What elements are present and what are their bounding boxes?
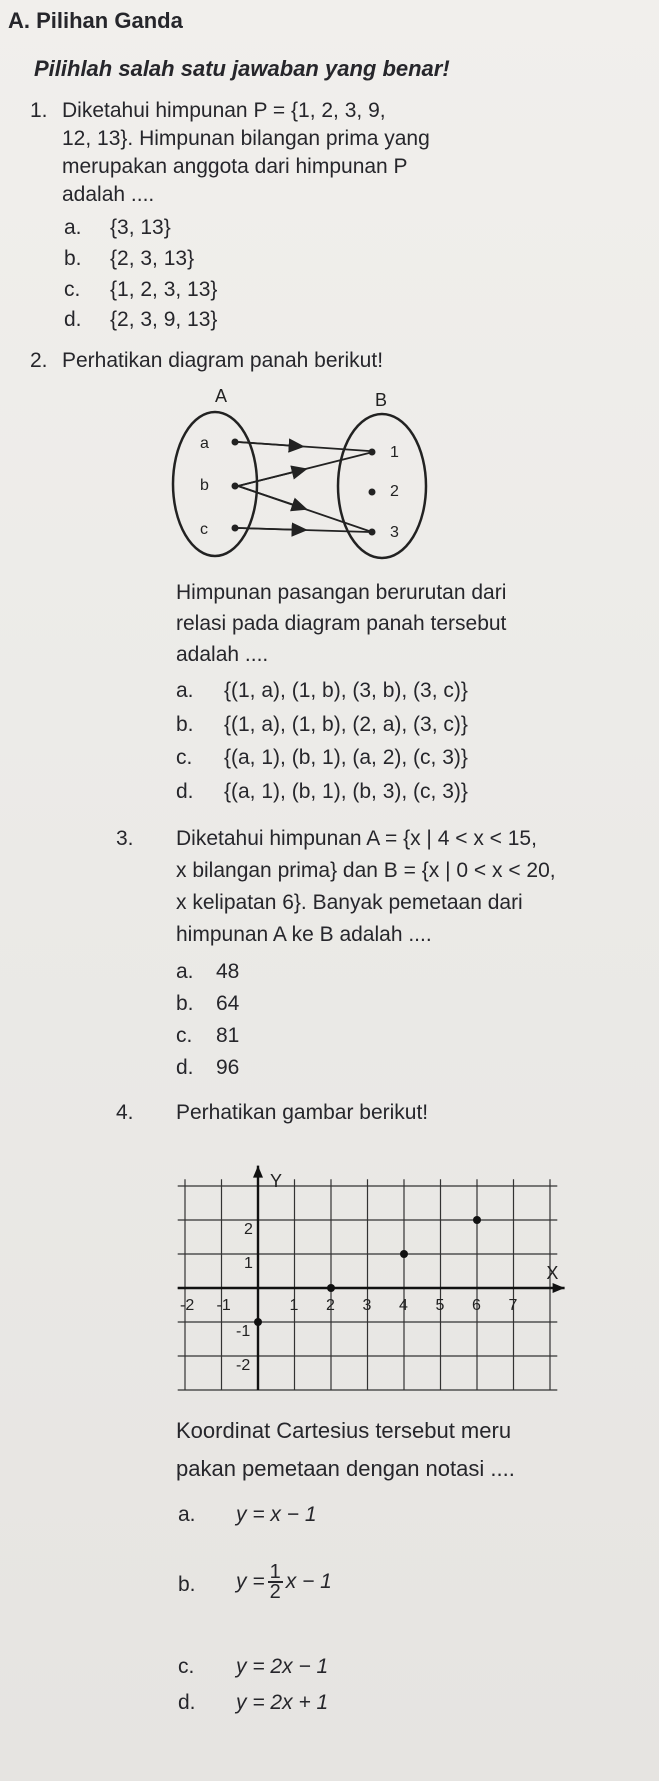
option-d[interactable]: {(a, 1), (b, 1), (b, 3), (c, 3)} (224, 780, 468, 803)
option-b-pre: y = (236, 1570, 265, 1593)
section-title: A. Pilihan Ganda (8, 8, 183, 33)
question-number: 2. (30, 349, 48, 372)
option-letter: c. (176, 1024, 193, 1047)
point-3 (369, 529, 376, 536)
cartesian-graph (176, 1142, 576, 1396)
y-tick-label: 1 (244, 1255, 253, 1272)
question-stem: Perhatikan gambar berikut! (176, 1101, 429, 1124)
option-d[interactable]: 96 (216, 1056, 240, 1079)
graph-point (327, 1284, 335, 1292)
option-c[interactable]: {1, 2, 3, 13} (110, 278, 218, 301)
option-letter: a. (64, 216, 82, 239)
point-1 (369, 449, 376, 456)
option-a[interactable]: 48 (216, 960, 240, 983)
set-a-element: a (200, 435, 209, 452)
arrow-diagram (170, 382, 440, 562)
question-text-line: Diketahui himpunan P = {1, 2, 3, 9, (62, 99, 386, 122)
y-tick-label: -1 (236, 1323, 251, 1340)
option-d[interactable]: {2, 3, 9, 13} (110, 308, 218, 331)
option-letter: c. (64, 278, 81, 301)
set-b-oval (338, 414, 426, 558)
option-b-post: x − 1 (285, 1570, 332, 1593)
question-number: 1. (30, 99, 48, 122)
x-tick-label: -1 (216, 1297, 231, 1314)
question-text-line: Himpunan pasangan berurutan dari (176, 581, 507, 604)
question-text-line: relasi pada diagram panah tersebut (176, 612, 507, 635)
option-b[interactable]: {2, 3, 13} (110, 247, 195, 270)
x-tick-label: 6 (472, 1297, 481, 1314)
y-axis-arrow (253, 1166, 263, 1178)
option-d[interactable]: y = 2x + 1 (236, 1691, 329, 1714)
arrow-a-1-head (238, 442, 303, 447)
x-tick-label: 5 (435, 1297, 445, 1314)
option-b[interactable]: {(1, a), (1, b), (2, a), (3, c)} (224, 713, 468, 736)
point-a (232, 439, 239, 446)
option-b[interactable] (236, 1552, 332, 1612)
arrow-b-3-head (238, 486, 306, 509)
option-letter: a. (176, 960, 194, 983)
question-text-line: x bilangan prima} dan B = {x | 0 < x < 20, (176, 859, 556, 882)
x-tick-label: 2 (326, 1297, 335, 1314)
option-letter: d. (176, 780, 194, 803)
fraction-denominator: 2 (269, 1581, 281, 1604)
graph-point (473, 1216, 481, 1224)
question-text-line: Koordinat Cartesius tersebut meru (176, 1418, 512, 1443)
graph-point (254, 1318, 262, 1326)
option-a[interactable]: {3, 13} (110, 216, 171, 239)
option-letter: b. (64, 247, 82, 270)
option-c[interactable]: 81 (216, 1024, 240, 1047)
option-letter: c. (178, 1655, 195, 1678)
option-a[interactable]: y = x − 1 (236, 1503, 317, 1526)
set-a-element: b (200, 477, 209, 494)
x-axis-arrow (553, 1283, 565, 1293)
question-stem: Perhatikan diagram panah berikut! (62, 349, 384, 372)
x-tick-label: -2 (180, 1297, 195, 1314)
x-tick-label: 3 (362, 1297, 372, 1314)
question-text-line: adalah .... (62, 183, 155, 206)
x-axis-label: X (546, 1263, 559, 1283)
set-b-label: B (375, 390, 388, 410)
set-b-element: 3 (390, 524, 399, 541)
question-text-line: himpunan A ke B adalah .... (176, 923, 432, 946)
x-tick-label: 1 (289, 1297, 299, 1314)
fraction-numerator: 1 (269, 1561, 281, 1584)
point-2 (369, 489, 376, 496)
question-text-line: 12, 13}. Himpunan bilangan prima yang (62, 127, 430, 150)
option-letter: b. (176, 713, 194, 736)
graph-point (400, 1250, 408, 1258)
option-letter: c. (176, 746, 193, 769)
question-number: 4. (116, 1101, 134, 1124)
question-text-line: merupakan anggota dari himpunan P (62, 155, 408, 178)
option-a[interactable]: {(1, a), (1, b), (3, b), (3, c)} (224, 679, 468, 702)
option-c[interactable]: {(a, 1), (b, 1), (a, 2), (c, 3)} (224, 746, 468, 769)
option-letter: d. (178, 1691, 196, 1714)
x-tick-label: 4 (399, 1297, 408, 1314)
question-number: 3. (116, 827, 134, 850)
set-b-element: 1 (390, 444, 399, 461)
set-a-label: A (215, 386, 228, 406)
arrow-b-1-head (238, 469, 306, 486)
question-text-line: pakan pemetaan dengan notasi .... (176, 1456, 515, 1481)
point-b (232, 483, 239, 490)
question-text-line: x kelipatan 6}. Banyak pemetaan dari (176, 891, 523, 914)
point-c (232, 525, 239, 532)
question-text-line: adalah .... (176, 643, 269, 666)
x-tick-label: 7 (508, 1297, 518, 1314)
option-letter: d. (176, 1056, 194, 1079)
option-letter: b. (178, 1573, 196, 1596)
set-b-element: 2 (390, 483, 399, 500)
option-letter: a. (176, 679, 194, 702)
y-tick-label: -2 (236, 1357, 251, 1374)
option-c[interactable]: y = 2x − 1 (236, 1655, 329, 1678)
y-tick-label: 2 (244, 1221, 253, 1238)
option-letter: d. (64, 308, 82, 331)
set-a-element: c (200, 521, 208, 538)
option-b[interactable]: 64 (216, 992, 240, 1015)
option-letter: b. (176, 992, 194, 1015)
instruction: Pilihlah salah satu jawaban yang benar! (34, 56, 450, 81)
y-axis-label: Y (270, 1171, 283, 1192)
option-letter: a. (178, 1503, 196, 1526)
question-text-line: Diketahui himpunan A = {x | 4 < x < 15, (176, 827, 537, 850)
fraction (268, 1561, 283, 1604)
